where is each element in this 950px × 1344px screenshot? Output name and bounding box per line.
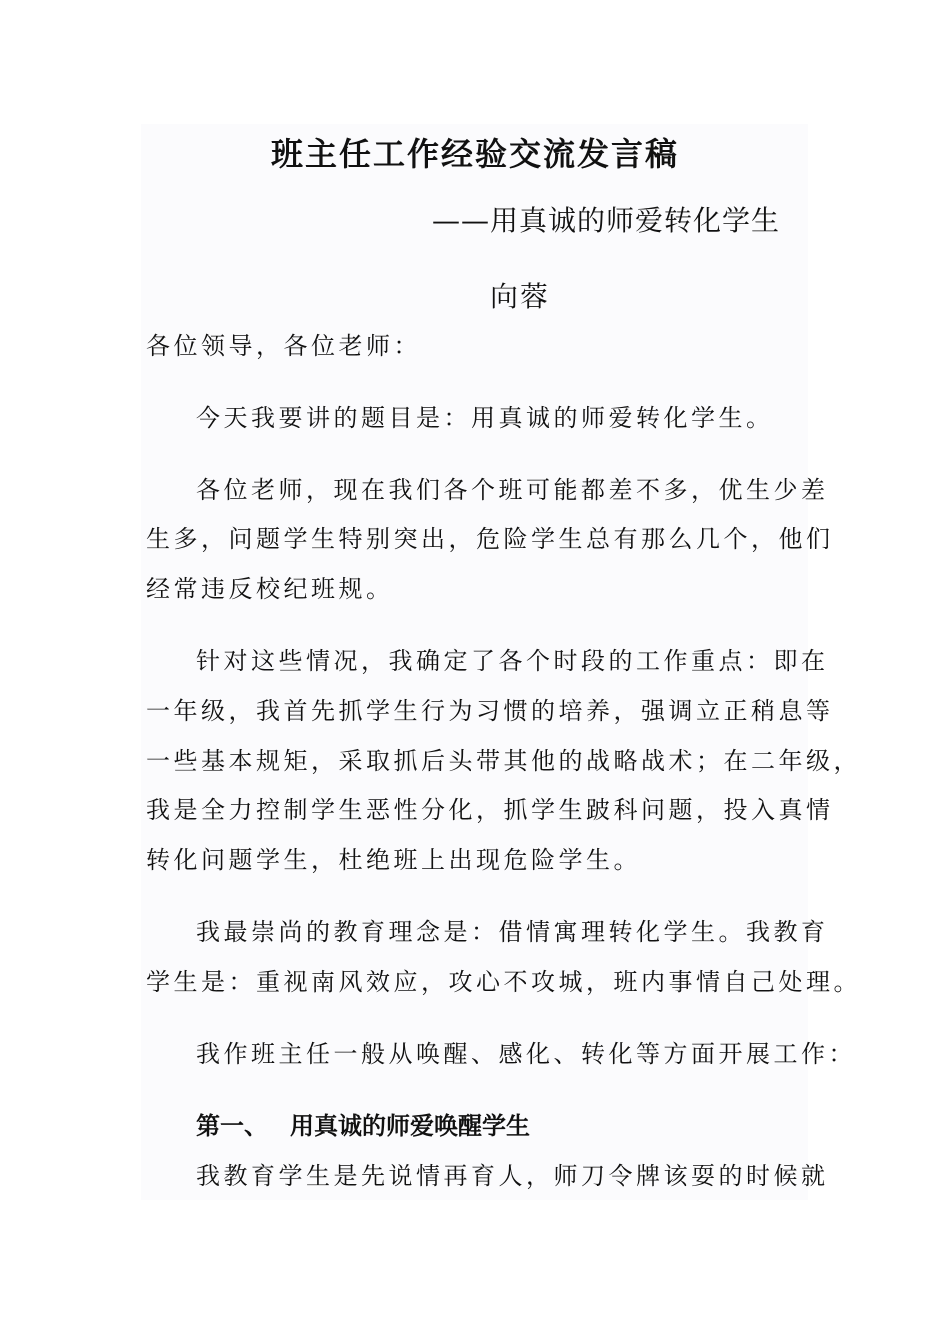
salutation: 各位领导，各位老师： xyxy=(146,332,421,360)
paragraph-line: 生多，问题学生特别突出，危险学生总有那么几个，他们 xyxy=(146,525,834,553)
paragraph-line: 我作班主任一般从唤醒、感化、转化等方面开展工作： xyxy=(196,1040,856,1068)
section-title: 用真诚的师爱唤醒学生 xyxy=(290,1112,530,1140)
author-name: 向蓉 xyxy=(490,280,551,313)
paragraph-line: 我是全力控制学生恶性分化，抓学生跛科问题，投入真情 xyxy=(146,796,834,824)
document-subtitle: ——用真诚的师爱转化学生 xyxy=(432,204,781,237)
paragraph-line: 我教育学生是先说情再育人，师刀令牌该耍的时候就 xyxy=(196,1162,829,1190)
paragraph-line: 一些基本规矩，采取抓后头带其他的战略战术；在二年级， xyxy=(146,747,861,775)
paragraph-line: 一年级，我首先抓学生行为习惯的培养，强调立正稍息等 xyxy=(146,697,834,725)
paragraph-line: 转化问题学生，杜绝班上出现危险学生。 xyxy=(146,846,641,874)
paragraph-line: 学生是：重视南风效应，攻心不攻城，班内事情自己处理。 xyxy=(146,968,861,996)
paragraph-line: 我最崇尚的教育理念是：借情寓理转化学生。我教育 xyxy=(196,918,829,946)
section-heading xyxy=(196,1111,530,1141)
document-title: 班主任工作经验交流发言稿 xyxy=(270,135,679,173)
section-number: 第一、 xyxy=(196,1112,268,1140)
paragraph-line: 今天我要讲的题目是：用真诚的师爱转化学生。 xyxy=(196,404,774,432)
paragraph-line: 经常违反校纪班规。 xyxy=(146,575,394,603)
paragraph-line: 各位老师，现在我们各个班可能都差不多，优生少差 xyxy=(196,476,829,504)
paragraph-line: 针对这些情况，我确定了各个时段的工作重点：即在 xyxy=(196,647,829,675)
